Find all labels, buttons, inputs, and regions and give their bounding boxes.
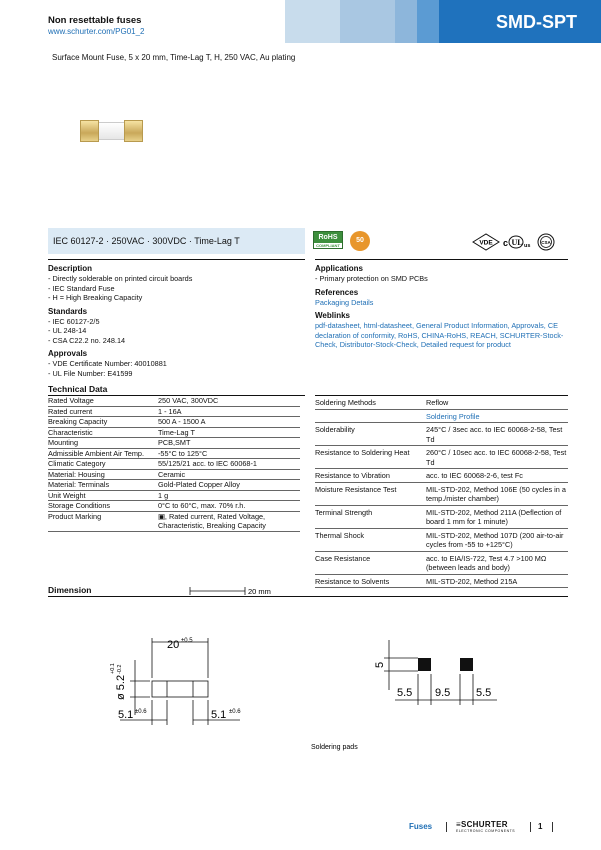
technical-table-left xyxy=(48,396,300,532)
spec-value: MIL-STD-202, Method 107D (200 air-to-air cycles from -55 to +125°C) xyxy=(426,528,568,551)
right-info-column xyxy=(315,260,568,350)
spec-name: Admissible Ambient Air Temp. xyxy=(48,448,158,459)
spec-name: Characteristic xyxy=(48,427,158,438)
length-label: 20 xyxy=(167,639,180,651)
spec-value: 260°C / 10sec acc. to IEC 60068-2-58, Test Td xyxy=(426,446,568,469)
standards-line: - UL 248-14 xyxy=(48,326,87,335)
approval-marks xyxy=(470,231,560,253)
spec-value: 500 A - 1500 A xyxy=(158,417,300,428)
pad-height-label: 5 xyxy=(374,661,386,668)
spec-value: Gold-Plated Copper Alloy xyxy=(158,480,300,491)
spec-row xyxy=(48,459,300,470)
spec-row xyxy=(315,396,568,409)
spec-name: Climatic Category xyxy=(48,459,158,470)
footer-section: Fuses xyxy=(409,822,433,831)
left-info-column xyxy=(48,260,298,378)
product-subtitle: Surface Mount Fuse, 5 x 20 mm, Time-Lag T, H, 250 VAC, Au plating xyxy=(52,53,296,62)
spec-name: Storage Conditions xyxy=(48,501,158,512)
footer-separator xyxy=(446,822,447,832)
spec-name: Soldering Methods xyxy=(315,396,426,409)
spec-row xyxy=(48,480,300,491)
spec-name: Unit Weight xyxy=(48,490,158,501)
spec-value: -55°C to 125°C xyxy=(158,448,300,459)
header-link[interactable]: www.schurter.com/PG01_2 xyxy=(48,27,145,36)
references-heading: References xyxy=(315,287,359,297)
band-stripe xyxy=(395,0,417,43)
packaging-details-link[interactable]: Packaging Details xyxy=(315,297,374,307)
spec-row xyxy=(315,482,568,505)
cap-right-label: 5.1 xyxy=(211,709,227,721)
spec-value: PCB,SMT xyxy=(158,438,300,449)
spec-name: Rated Voltage xyxy=(48,396,158,406)
spec-value: 250 VAC, 300VDC xyxy=(158,396,300,406)
fuse-cap-right xyxy=(124,120,143,142)
band-stripe xyxy=(285,0,340,43)
scale-label: 20 mm xyxy=(248,587,271,596)
pads-caption: Soldering pads xyxy=(311,744,358,751)
fuse-body xyxy=(99,122,124,140)
spec-name: Solderability xyxy=(315,423,426,446)
spec-row xyxy=(48,501,300,512)
description-line: - Directly solderable on printed circuit boards xyxy=(48,274,193,283)
spec-value: 0°C to 60°C, max. 70% r.h. xyxy=(158,501,300,512)
approvals-line: - VDE Certificate Number: 40010881 xyxy=(48,359,167,368)
spec-name: Case Resistance xyxy=(315,551,426,574)
spec-row xyxy=(48,438,300,449)
weblinks-list[interactable]: pdf-datasheet, html-datasheet, General Product Information, Approvals, CE declaration of conformity, RoHS, CHINA-RoHS, REACH, SCHURTER-Stock-Check, Distributor-Stock-Check, Detailed request for product xyxy=(315,321,564,349)
spec-value: 55/125/21 acc. to IEC 60068-1 xyxy=(158,459,300,470)
rohs-sub: COMPLIANT xyxy=(314,243,342,248)
band-stripe xyxy=(417,0,439,43)
approvals-heading: Approvals xyxy=(48,349,88,358)
spec-name: Rated current xyxy=(48,406,158,417)
spec-row xyxy=(315,469,568,483)
spec-name: Moisture Resistance Test xyxy=(315,482,426,505)
standards-line: - CSA C22.2 no. 248.14 xyxy=(48,335,126,345)
svg-text:us: us xyxy=(524,243,531,249)
svg-text:c: c xyxy=(503,238,509,248)
technical-data-title: Technical Data xyxy=(48,384,108,394)
diameter-tol-plus: +0.1 xyxy=(110,663,116,674)
spec-row xyxy=(48,417,300,428)
pad-gap-label: 9.5 xyxy=(435,687,451,699)
fuse-photo xyxy=(80,120,143,142)
rohs-badge xyxy=(313,231,343,249)
spec-name: Material: Terminals xyxy=(48,480,158,491)
approvals-line: - UL File Number: E41599 xyxy=(48,368,133,378)
footer-separator xyxy=(530,822,531,832)
standards-line: - IEC 60127-2/5 xyxy=(48,316,100,326)
spec-name: Product Marking xyxy=(48,511,158,531)
schurter-logo xyxy=(456,820,515,833)
spec-row xyxy=(48,448,300,459)
spec-value: MIL-STD-202, Method 211A (Deflection of board 1 mm for 1 minute) xyxy=(426,505,568,528)
spec-row xyxy=(48,427,300,438)
applications-line: - Primary protection on SMD PCBs xyxy=(315,274,428,283)
spec-name: Resistance to Solvents xyxy=(315,574,426,588)
spec-value: MIL-STD-202, Method 106E (50 cycles in a temp./mister chamber) xyxy=(426,482,568,505)
cap-left-tol: ±0.6 xyxy=(135,709,147,715)
spec-name: Breaking Capacity xyxy=(48,417,158,428)
rohs-text: RoHS xyxy=(318,234,338,241)
description-line: - IEC Standard Fuse xyxy=(48,283,115,293)
spec-value: Ceramic xyxy=(158,469,300,480)
fuse-cap-left xyxy=(80,120,99,142)
spec-value: 1 - 16A xyxy=(158,406,300,417)
scale-bar-icon xyxy=(190,587,245,595)
cap-right-tol: ±0.6 xyxy=(229,709,241,715)
band-stripe xyxy=(340,0,395,43)
spec-value: acc. to IEC 60068-2-6, test Fc xyxy=(426,469,568,483)
spec-value: 1 g xyxy=(158,490,300,501)
spec-row xyxy=(315,423,568,446)
spec-row xyxy=(48,406,300,417)
spec-name: Terminal Strength xyxy=(315,505,426,528)
standards-bar: IEC 60127-2 · 250VAC · 300VDC · Time-Lag T xyxy=(48,228,305,254)
spec-row xyxy=(315,409,568,423)
spec-name: Mounting xyxy=(48,438,158,449)
spec-name: Thermal Shock xyxy=(315,528,426,551)
csa-mark-icon xyxy=(538,234,554,250)
vde-text: VDE xyxy=(479,239,493,247)
brand-name: ≡SCHURTER xyxy=(456,820,508,829)
description-line: - H = High Breaking Capacity xyxy=(48,293,143,302)
weblinks-heading: Weblinks xyxy=(315,311,350,320)
diameter-label: ø 5.2 xyxy=(115,674,127,700)
pad-width-right-label: 5.5 xyxy=(476,687,492,699)
spec-row xyxy=(48,511,300,531)
svg-text:UL: UL xyxy=(511,238,523,247)
standards-heading: Standards xyxy=(48,306,88,316)
diameter-tol-minus: -0.2 xyxy=(117,664,123,674)
dimension-drawing xyxy=(0,580,601,760)
footer-separator xyxy=(552,822,553,832)
spec-name: Resistance to Vibration xyxy=(315,469,426,483)
spec-row xyxy=(48,396,300,406)
spec-value: Time-Lag T xyxy=(158,427,300,438)
cap-left-label: 5.1 xyxy=(118,709,134,721)
header-title: Non resettable fuses xyxy=(48,15,142,26)
description-heading: Description xyxy=(48,264,93,273)
spec-value: 245°C / 3sec acc. to IEC 60068-2-58, Test Td xyxy=(426,423,568,446)
length-tol: ±0.5 xyxy=(181,638,193,644)
dimension-title: Dimension xyxy=(48,585,92,595)
spec-row xyxy=(315,528,568,551)
ul-mark-icon xyxy=(503,236,530,249)
header-band xyxy=(285,0,601,43)
spec-value: ▣, Rated current, Rated Voltage, Characteristic, Breaking Capacity xyxy=(158,511,300,531)
spec-name xyxy=(315,409,426,423)
page-number: 1 xyxy=(538,822,543,831)
fifty-year-badge: 50 xyxy=(350,231,370,251)
spec-row xyxy=(315,446,568,469)
product-code: SMD-SPT xyxy=(496,12,577,32)
spec-value: MIL-STD-202, Method 215A xyxy=(426,574,568,588)
brand-sub: ELECTRONIC COMPONENTS xyxy=(456,829,516,833)
pad-width-left-label: 5.5 xyxy=(397,687,413,699)
spec-value[interactable]: Soldering Profile xyxy=(426,409,568,423)
vde-mark-icon xyxy=(473,234,499,250)
spec-row xyxy=(315,551,568,574)
applications-heading: Applications xyxy=(315,264,364,273)
spec-row xyxy=(48,490,300,501)
spec-row xyxy=(48,469,300,480)
spec-value: Reflow xyxy=(426,396,568,409)
spec-value: acc. to EIA/IS-722, Test 4.7 >100 MΩ (between leads and body) xyxy=(426,551,568,574)
spec-name: Resistance to Soldering Heat xyxy=(315,446,426,469)
csa-text: CSA xyxy=(541,240,551,245)
spec-row xyxy=(315,505,568,528)
technical-table-right xyxy=(315,396,568,588)
spec-name: Material: Housing xyxy=(48,469,158,480)
